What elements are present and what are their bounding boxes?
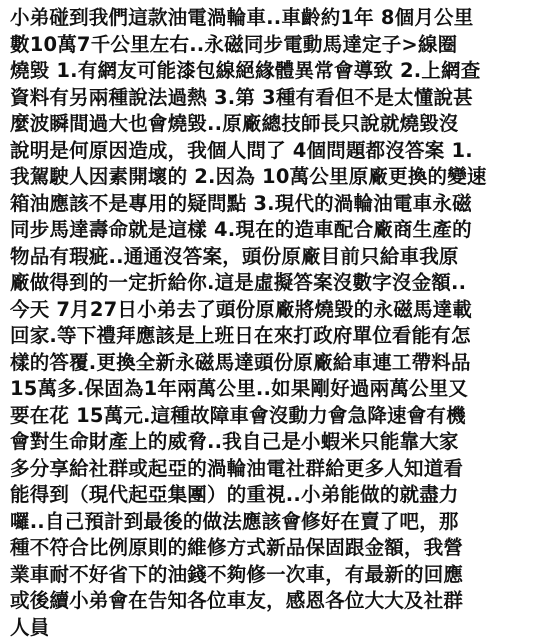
post-line: 廠做得到的一定折給你.這是虛擬答案沒數字沒金額.. [10, 270, 547, 297]
post-line: 囉..自己預計到最後的做法應該會修好在賣了吧，那 [10, 509, 547, 536]
post-line: 要在花 15萬元.這種故障車會沒動力會急降速會有機 [10, 403, 547, 430]
post-line: 能得到（現代起亞集團）的重視..小弟能做的就盡力 [10, 482, 547, 509]
post-line: 燒毀 1.有網友可能漆包線絕緣體異常會導致 2.上網查 [10, 58, 547, 85]
post-line: 業車耐不好省下的油錢不夠修一次車，有最新的回應 [10, 562, 547, 589]
post-line: 小弟碰到我們這款油電渦輪車..車齡約1年 8個月公里 [10, 5, 547, 32]
post-line: 數10萬7千公里左右..永磁同步電動馬達定子>線圈 [10, 32, 547, 59]
post-line: 15萬多.保固為1年兩萬公里..如果剛好過兩萬公里又 [10, 376, 547, 403]
post-line: 種不符合比例原則的維修方式新品保固跟金額，我營 [10, 535, 547, 562]
post-line: 同步馬達壽命就是這樣 4.現在的造車配合廠商生產的 [10, 217, 547, 244]
post-line: 箱油應該不是專用的疑問點 3.現代的渦輪油電車永磁 [10, 191, 547, 218]
post-line: 物品有瑕疵..通通沒答案，頭份原廠目前只給車我原 [10, 244, 547, 271]
post-line: 人員 [10, 615, 547, 641]
post-line: 多分享給社群或起亞的渦輪油電社群給更多人知道看 [10, 456, 547, 483]
post-line: 樣的答覆.更換全新永磁馬達頭份原廠給車連工帶料品 [10, 350, 547, 377]
post-line: 說明是何原因造成，我個人問了 4個問題都沒答案 1. [10, 138, 547, 165]
post-line: 會對生命財產上的威脅..我自己是小蝦米只能靠大家 [10, 429, 547, 456]
post-line: 我駕駛人因素開壞的 2.因為 10萬公里原廠更換的變速 [10, 164, 547, 191]
post-line: 麼波瞬間過大也會燒毀..原廠總技師長只說就燒毀沒 [10, 111, 547, 138]
post-line: 回家.等下禮拜應該是上班日在來打政府單位看能有怎 [10, 323, 547, 350]
post-line: 今天 7月27日小弟去了頭份原廠將燒毀的永磁馬達載 [10, 297, 547, 324]
post-line: 資料有另兩種說法過熱 3.第 3種有看但不是太懂說甚 [10, 85, 547, 112]
post-text-body [10, 5, 547, 641]
post-line: 或後續小弟會在告知各位車友，感恩各位大大及社群 [10, 588, 547, 615]
